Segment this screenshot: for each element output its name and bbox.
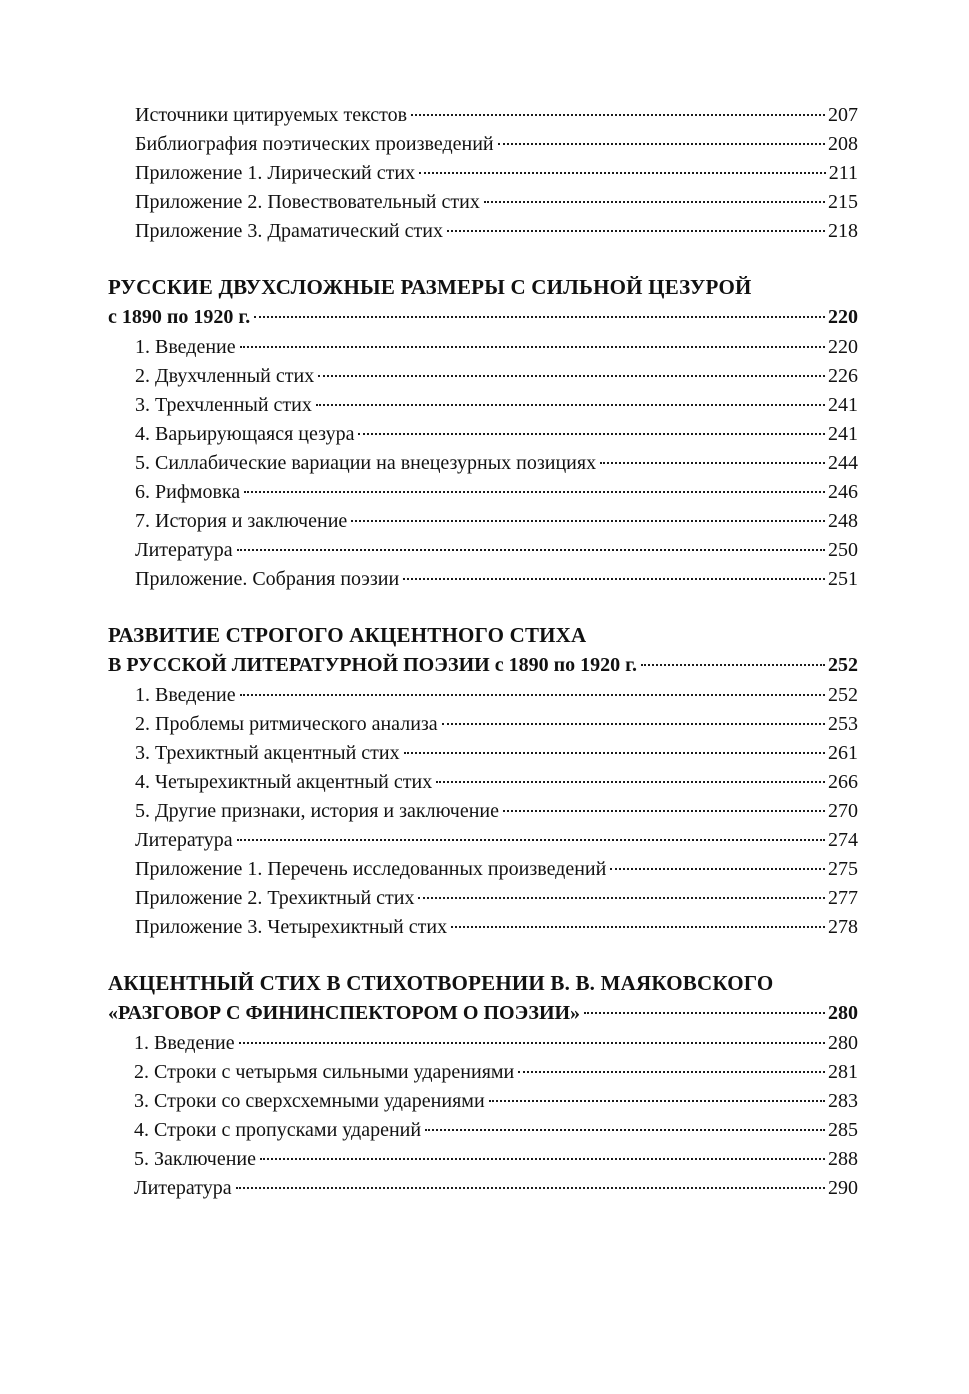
toc-entry[interactable] bbox=[108, 681, 858, 710]
toc-entry-title: Приложение. Собрания поэзии bbox=[135, 568, 400, 590]
toc-entry-page: 277 bbox=[828, 887, 858, 909]
toc-entry-page: 281 bbox=[828, 1061, 858, 1083]
toc-entry-page: 248 bbox=[828, 510, 858, 532]
toc-entry-title: Литература bbox=[135, 539, 233, 561]
toc-entry[interactable] bbox=[108, 362, 858, 391]
section-heading-continuation: «РАЗГОВОР С ФИНИНСПЕКТОРОМ О ПОЭЗИИ» bbox=[108, 1002, 581, 1024]
dot-leader bbox=[610, 868, 825, 870]
dot-leader bbox=[237, 549, 825, 551]
toc-entry-page: 270 bbox=[828, 800, 858, 822]
dot-leader bbox=[316, 404, 825, 406]
dot-leader bbox=[600, 462, 825, 464]
toc-entry[interactable] bbox=[108, 1116, 858, 1145]
dot-leader bbox=[239, 1042, 825, 1044]
dot-leader bbox=[498, 143, 825, 145]
toc-entry[interactable] bbox=[108, 1029, 858, 1058]
toc-entry[interactable] bbox=[108, 1087, 858, 1116]
toc-entry[interactable] bbox=[108, 391, 858, 420]
toc-entry-page: 253 bbox=[828, 713, 858, 735]
section-page: 252 bbox=[828, 654, 858, 676]
toc-entry[interactable] bbox=[108, 478, 858, 507]
toc-entry-title: 5. Другие признаки, история и заключение bbox=[135, 800, 500, 822]
dot-leader bbox=[244, 491, 825, 493]
toc-entry-page: 288 bbox=[828, 1148, 858, 1170]
toc-entry[interactable] bbox=[108, 217, 858, 246]
dot-leader bbox=[518, 1071, 825, 1073]
toc-entry-page: 218 bbox=[828, 220, 858, 242]
toc-entry[interactable] bbox=[108, 768, 858, 797]
dot-leader bbox=[318, 375, 825, 377]
section-heading-row[interactable] bbox=[108, 998, 858, 1029]
dot-leader bbox=[358, 433, 825, 435]
toc-entry-title: Библиография поэтических произведений bbox=[135, 133, 494, 155]
toc-entry-title: Приложение 1. Перечень исследованных произведений bbox=[135, 858, 607, 880]
toc-entry-title: Приложение 1. Лирический стих bbox=[135, 162, 416, 184]
toc-entry-page: 278 bbox=[828, 916, 858, 938]
toc-entry-title: Приложение 2. Трехиктный стих bbox=[135, 887, 415, 909]
toc-entry-title: 4. Варьирующаяся цезура bbox=[135, 423, 355, 445]
dot-leader bbox=[419, 172, 826, 174]
dot-leader bbox=[641, 664, 825, 666]
toc-entry[interactable] bbox=[108, 884, 858, 913]
toc-entry[interactable] bbox=[108, 565, 858, 594]
toc-entry-title: Приложение 3. Четырехиктный стих bbox=[135, 916, 448, 938]
toc-entry-title: 4. Строки с пропусками ударений bbox=[134, 1119, 422, 1141]
toc-entry-title: Литература bbox=[134, 1177, 232, 1199]
toc-entry[interactable] bbox=[108, 1145, 858, 1174]
toc-entry[interactable] bbox=[108, 333, 858, 362]
toc-entry-page: 275 bbox=[828, 858, 858, 880]
section-page: 220 bbox=[828, 306, 858, 328]
section-heading[interactable]: РАЗВИТИЕ СТРОГОГО АКЦЕНТНОГО СТИХА bbox=[108, 623, 587, 647]
toc-entry-title: 4. Четырехиктный акцентный стих bbox=[135, 771, 433, 793]
section-page: 280 bbox=[828, 1002, 858, 1024]
toc-entry-page: 280 bbox=[828, 1032, 858, 1054]
toc-entry[interactable] bbox=[108, 507, 858, 536]
toc-entry-title: 3. Трехиктный акцентный стих bbox=[135, 742, 400, 764]
toc-entry-page: 226 bbox=[828, 365, 858, 387]
toc-entry-page: 261 bbox=[828, 742, 858, 764]
toc-entry[interactable] bbox=[108, 913, 858, 942]
dot-leader bbox=[503, 810, 825, 812]
toc-entry[interactable] bbox=[108, 101, 858, 130]
toc-entry-page: 241 bbox=[828, 394, 858, 416]
toc-entry[interactable] bbox=[108, 130, 858, 159]
toc-entry[interactable] bbox=[108, 536, 858, 565]
dot-leader bbox=[489, 1100, 825, 1102]
toc-entry-page: 220 bbox=[828, 336, 858, 358]
toc-entry-title: Приложение 3. Драматический стих bbox=[135, 220, 443, 242]
toc-entry-title: 3. Трехчленный стих bbox=[135, 394, 312, 416]
dot-leader bbox=[240, 694, 825, 696]
toc-entry-page: 211 bbox=[828, 162, 858, 184]
toc-entry-page: 244 bbox=[828, 452, 858, 474]
toc-entry[interactable] bbox=[108, 797, 858, 826]
toc-section-mayakovsky bbox=[108, 968, 858, 1203]
toc-entry-page: 283 bbox=[828, 1090, 858, 1112]
toc-section-appendices bbox=[108, 101, 858, 246]
dot-leader bbox=[403, 578, 825, 580]
toc-entry-title: 2. Строки с четырьмя сильными ударениями bbox=[134, 1061, 515, 1083]
dot-leader bbox=[260, 1158, 825, 1160]
toc-entry[interactable] bbox=[108, 159, 858, 188]
toc-entry-title: 1. Введение bbox=[134, 1032, 235, 1054]
toc-entry-title: 5. Заключение bbox=[134, 1148, 256, 1170]
section-heading-row[interactable] bbox=[108, 302, 858, 333]
dot-leader bbox=[418, 897, 825, 899]
toc-entry[interactable] bbox=[108, 449, 858, 478]
dot-leader bbox=[254, 316, 825, 318]
toc-entry-page: 215 bbox=[828, 191, 858, 213]
toc-entry-title: 6. Рифмовка bbox=[135, 481, 241, 503]
toc-entry-page: 207 bbox=[828, 104, 858, 126]
toc-entry-page: 290 bbox=[828, 1177, 858, 1199]
section-heading[interactable]: РУССКИЕ ДВУХСЛОЖНЫЕ РАЗМЕРЫ С СИЛЬНОЙ ЦЕЗУРОЙ bbox=[108, 275, 752, 299]
toc-entry-title: Источники цитируемых текстов bbox=[135, 104, 408, 126]
toc-entry-page: 252 bbox=[828, 684, 858, 706]
toc-entry-title: 2. Двухчленный стих bbox=[135, 365, 315, 387]
toc-entry-title: Приложение 2. Повествовательный стих bbox=[135, 191, 480, 213]
toc-entry-title: 1. Введение bbox=[135, 336, 236, 358]
toc-entry-page: 251 bbox=[828, 568, 858, 590]
toc-entry-page: 241 bbox=[828, 423, 858, 445]
dot-leader bbox=[442, 723, 825, 725]
toc-entry-page: 246 bbox=[828, 481, 858, 503]
dot-leader bbox=[447, 230, 825, 232]
section-heading[interactable]: АКЦЕНТНЫЙ СТИХ В СТИХОТВОРЕНИИ В. В. МАЯКОВСКОГО bbox=[108, 971, 774, 995]
toc-entry[interactable] bbox=[108, 855, 858, 884]
toc-entry-title: 5. Силлабические вариации на внецезурных позициях bbox=[135, 452, 597, 474]
toc-entry-title: 1. Введение bbox=[135, 684, 236, 706]
toc-entry[interactable] bbox=[108, 1174, 858, 1203]
section-heading-row[interactable] bbox=[108, 650, 858, 681]
toc-entry[interactable] bbox=[108, 420, 858, 449]
section-heading-continuation: с 1890 по 1920 г. bbox=[108, 306, 251, 328]
dot-leader bbox=[484, 201, 825, 203]
dot-leader bbox=[425, 1129, 825, 1131]
toc-entry-title: Литература bbox=[135, 829, 233, 851]
dot-leader bbox=[584, 1012, 825, 1014]
dot-leader bbox=[351, 520, 825, 522]
toc-entry-page: 250 bbox=[828, 539, 858, 561]
section-heading-continuation: В РУССКОЙ ЛИТЕРАТУРНОЙ ПОЭЗИИ с 1890 по 1920 г. bbox=[108, 654, 637, 676]
toc-entry-title: 3. Строки со сверхсхемными ударениями bbox=[134, 1090, 485, 1112]
toc-entry-page: 285 bbox=[828, 1119, 858, 1141]
dot-leader bbox=[237, 839, 825, 841]
dot-leader bbox=[436, 781, 825, 783]
toc-section-accentual-verse bbox=[108, 620, 858, 942]
toc-entry[interactable] bbox=[108, 710, 858, 739]
toc-entry-page: 208 bbox=[828, 133, 858, 155]
toc-entry-page: 266 bbox=[828, 771, 858, 793]
toc-entry-title: 7. История и заключение bbox=[135, 510, 348, 532]
toc-section-caesura-meters bbox=[108, 272, 858, 594]
table-of-contents bbox=[108, 101, 858, 1203]
dot-leader bbox=[236, 1187, 825, 1189]
dot-leader bbox=[451, 926, 825, 928]
toc-entry-page: 274 bbox=[828, 829, 858, 851]
toc-entry[interactable] bbox=[108, 1058, 858, 1087]
toc-entry-title: 2. Проблемы ритмического анализа bbox=[135, 713, 438, 735]
dot-leader bbox=[411, 114, 825, 116]
toc-entry[interactable] bbox=[108, 188, 858, 217]
dot-leader bbox=[240, 346, 825, 348]
dot-leader bbox=[404, 752, 825, 754]
toc-entry[interactable] bbox=[108, 739, 858, 768]
toc-entry[interactable] bbox=[108, 826, 858, 855]
